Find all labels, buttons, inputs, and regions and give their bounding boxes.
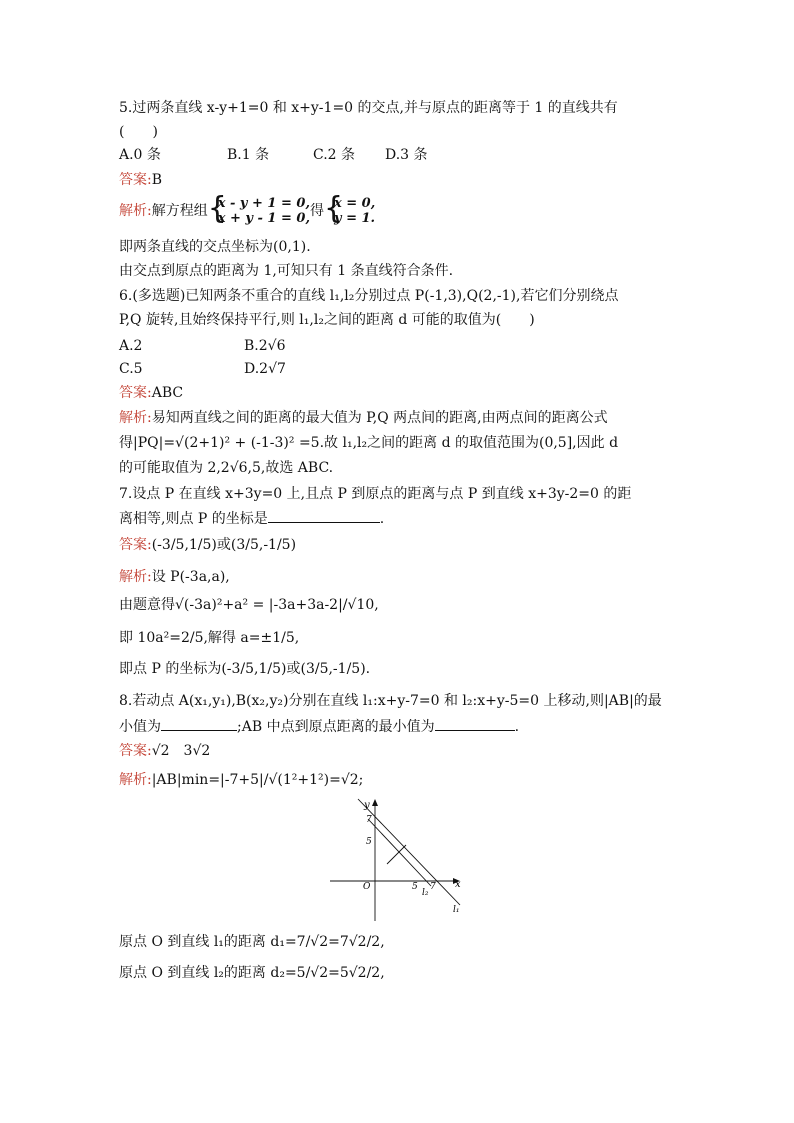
q7-stem-line2: [119, 508, 384, 529]
q6-option-c: C.5: [119, 361, 143, 377]
system-2-row-2: y = 1.: [333, 211, 376, 226]
equation-system-1: { x - y + 1 = 0, x + y - 1 = 0,: [207, 191, 310, 226]
l2-label: l₂: [422, 888, 429, 898]
solution-label: 解析:: [119, 410, 152, 426]
q8-solution-line3: 原点 O 到直线 l₂的距离 d₂=5/√2=5√2/2,: [119, 965, 385, 981]
q5-solution-line2: 即两条直线的交点坐标为(0,1).: [119, 239, 311, 255]
q6-stem-line1: 6.(多选题)已知两条不重合的直线 l₁,l₂分别过点 P(-1,3),Q(2,-1),若它们分别绕点: [119, 288, 619, 304]
q5-answer: B: [151, 172, 163, 188]
q7-stem-line1: 7.设点 P 在直线 x+3y=0 上,且点 P 到原点的距离与点 P 到直线 x+3y-2=0 的距: [119, 486, 632, 502]
q6-solution-text-1: 易知两直线之间的距离的最大值为 P,Q 两点间的距离,由两点间的距离公式: [151, 410, 608, 426]
answer-label: 答案:: [119, 743, 152, 759]
q6-option-d: D.2√7: [244, 361, 286, 377]
q6-answer-line: [119, 383, 183, 403]
q6-solution-line3: 的可能取值为 2,2√6,5,故选 ABC.: [119, 460, 334, 476]
q8-solution-text-1: |AB|min=|-7+5|/√(1²+1²)=√2;: [151, 772, 364, 788]
q5-option-c: C.2 条: [313, 147, 356, 163]
system-1-row-2: x + y - 1 = 0,: [217, 211, 310, 226]
q5-stem-line1: 5.过两条直线 x-y+1=0 和 x+y-1=0 的交点,并与原点的距离等于 1 的直线共有: [119, 100, 618, 116]
q7-answer-blank: [268, 508, 380, 523]
q8-solution-line1: [119, 770, 363, 790]
q8-blank-2: [435, 716, 515, 731]
q7-solution-line2: 由题意得√(-3a)²+a² = |-3a+3a-2|/√10,: [119, 597, 379, 613]
q6-stem-line2: P,Q 旋转,且始终保持平行,则 l₁,l₂之间的距离 d 可能的取值为( ): [119, 312, 535, 328]
q8-stem-text-c: .: [514, 719, 520, 735]
q7-stem-end: .: [379, 511, 385, 527]
q8-answer: √2 3√2: [151, 743, 211, 759]
q6-option-a: A.2: [119, 338, 143, 354]
q6-answer: ABC: [151, 385, 184, 401]
solution-label: 解析:: [119, 772, 152, 788]
q7-solution-line1: [119, 567, 230, 587]
q5-stem-line2: ( ): [119, 124, 158, 140]
perpendicular-segment: [387, 845, 406, 864]
coordinate-figure: [328, 797, 478, 922]
q5-option-d: D.3 条: [385, 147, 428, 163]
y-axis-arrow: [372, 799, 378, 806]
q5-solution-line1: [119, 191, 376, 226]
q5-answer-line: [119, 170, 162, 190]
q5-option-b: B.1 条: [227, 147, 270, 163]
system-2-row-1: x = 0,: [333, 196, 376, 211]
solution-label: 解析:: [119, 203, 152, 219]
line-l2: [368, 819, 431, 886]
q8-stem-text-b: ;AB 中点到原点距离的最小值为: [237, 719, 435, 735]
q8-stem-line1: 8.若动点 A(x₁,y₁),B(x₂,y₂)分别在直线 l₁:x+y-7=0 和 l₂:x+y-5=0 上移动,则|AB|的最: [119, 693, 662, 709]
q5-solution-text: 解方程组: [151, 203, 208, 219]
q7-answer: (-3/5,1/5)或(3/5,-1/5): [151, 537, 297, 553]
q8-blank-1: [161, 716, 237, 731]
q5-solution-mid: 得: [309, 203, 324, 219]
l1-label: l₁: [453, 905, 460, 915]
q5-option-a: A.0 条: [119, 147, 161, 163]
q7-solution-text-1: 设 P(-3a,a),: [151, 569, 230, 585]
equation-system-2: { x = 0, y = 1.: [323, 191, 376, 226]
q6-option-b: B.2√6: [244, 338, 286, 354]
tick-x7: 7: [430, 882, 436, 892]
q6-solution-line2: 得|PQ|=√(2+1)² + (-1-3)² =5.故 l₁,l₂之间的距离 d 的取值范围为(0,5],因此 d: [119, 435, 619, 451]
answer-label: 答案:: [119, 172, 152, 188]
tick-x5: 5: [412, 882, 418, 892]
q6-solution-line1: [119, 408, 608, 428]
solution-label: 解析:: [119, 569, 152, 585]
q8-stem-text-a: 小值为: [119, 719, 161, 735]
q5-solution-line3: 由交点到原点的距离为 1,可知只有 1 条直线符合条件.: [119, 263, 454, 279]
tick-y5: 5: [366, 837, 372, 847]
line-l1: [358, 799, 460, 905]
q8-solution-line2: 原点 O 到直线 l₁的距离 d₁=7/√2=7√2/2,: [119, 934, 385, 950]
q7-solution-line3: 即 10a²=2/5,解得 a=±1/5,: [119, 630, 300, 646]
q7-solution-line4: 即点 P 的坐标为(-3/5,1/5)或(3/5,-1/5).: [119, 661, 371, 677]
q7-answer-line: [119, 535, 296, 555]
origin-label: O: [363, 882, 371, 892]
answer-label: 答案:: [119, 537, 152, 553]
x-axis-label: x: [455, 879, 461, 890]
tick-y7: 7: [366, 815, 372, 825]
q7-stem-text: 离相等,则点 P 的坐标是: [119, 511, 268, 527]
y-axis-label: y: [364, 800, 370, 811]
answer-label: 答案:: [119, 385, 152, 401]
q8-stem-line2: [119, 716, 519, 737]
system-1-row-1: x - y + 1 = 0,: [217, 196, 310, 211]
q8-answer-line: [119, 741, 210, 761]
